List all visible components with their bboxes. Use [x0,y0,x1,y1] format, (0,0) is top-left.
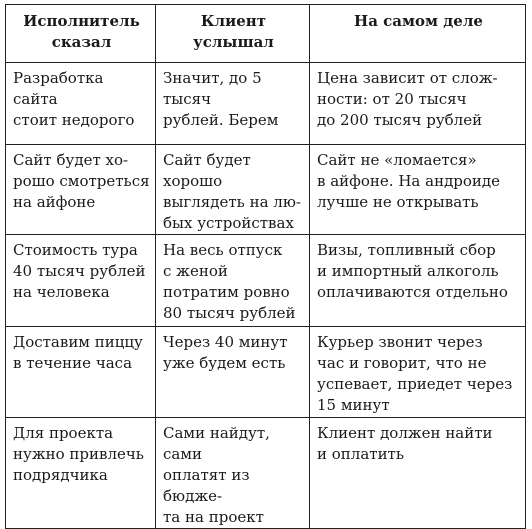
header-in-reality: На самом деле [310,5,526,63]
cell-contractor-said: Разработка сайта стоит недорого [6,63,156,145]
header-row [6,5,526,63]
cell-in-reality: Визы, топливный сбор и импортный алкоголь оплачиваются отдельно [310,235,526,327]
header-client-heard: Клиент услышал [156,5,310,63]
table-row [6,235,526,327]
comparison-table [5,4,526,529]
cell-in-reality: Клиент должен найти и оплатить [310,418,526,529]
cell-client-heard: Сами найдут, сами оплатят из бюдже- та на проект [156,418,310,529]
cell-contractor-said: Для проекта нужно привлечь подрядчика [6,418,156,529]
cell-contractor-said: Стоимость тура 40 тысяч рублей на человека [6,235,156,327]
cell-contractor-said: Сайт будет хо- рошо смотреться на айфоне [6,145,156,235]
table-row [6,63,526,145]
cell-in-reality: Цена зависит от слож- ности: от 20 тысяч до 200 тысяч рублей [310,63,526,145]
cell-in-reality: Курьер звонит через час и говорит, что не успевает, приедет через 15 минут [310,327,526,418]
table-row [6,327,526,418]
table-row [6,145,526,235]
cell-client-heard: Через 40 минут уже будем есть [156,327,310,418]
cell-in-reality: Сайт не «ломается» в айфоне. На андроиде лучше не открывать [310,145,526,235]
cell-client-heard: Сайт будет хорошо выглядеть на лю- бых устройствах [156,145,310,235]
header-contractor-said: Исполнитель сказал [6,5,156,63]
cell-contractor-said: Доставим пиццу в течение часа [6,327,156,418]
table-row [6,418,526,529]
cell-client-heard: Значит, до 5 тысяч рублей. Берем [156,63,310,145]
cell-client-heard: На весь отпуск с женой потратим ровно 80 тысяч рублей [156,235,310,327]
